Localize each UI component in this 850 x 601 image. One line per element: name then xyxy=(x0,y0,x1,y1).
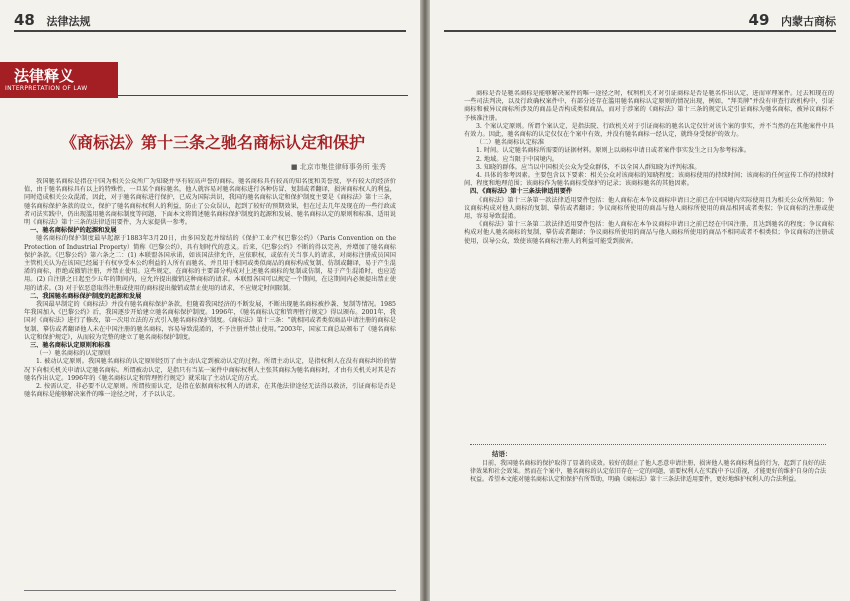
body-paragraph: 我国驰名商标是指在中国为相关公众所广为知晓并享有较高声誉的商标。驰名商标具有较高的知名度和美誉度，享有较大的经济价值，由于驰名商标具有以上的特殊性，一旦某个商标驰名，他人就容易对驰名商标进行各种仿冒、复制或者翻译，损害商标权人的利益，同时造成相关公众混淆，因此，对于驰名商标进行保护，已成为国际共识，我国的驰名商标认定和保护制度主要是《商标法》第十三条，驰名商标保护条款的设立，保护了驰名商标权利人的利益，防止了公众误认，起到了较好的预期效果，但在过去几年及现在的一些行政或者司法实践中，仍出现滥用驰名商标制度等问题，下面本文将简述驰名商标保护制度的起源和发展、驰名商标认定的原则和标准、适用说明《商标法》第十三条的法律适用要件，为大家提供一参考。 xyxy=(24,178,396,227)
page-gutter xyxy=(420,0,430,601)
body-paragraph: 1. 被动认定原则。我国驰名商标的认定原则经历了由主动认定到被动认定的过程。所谓主动认定，是指权利人在没有商标纠纷的情况下向相关机关申请认定驰名商标。所谓被动认定，是指只有当某一案件中商标权利人主张其商标为驰名商标时，才由有关机关对其是否驰名作出认定。1996年的《驰名商标认定和管理暂行规定》就采取了主动认定的方式。 xyxy=(24,358,396,382)
body-paragraph: 1. 时间。认定驰名商标所需要的证据材料。原则上以商标申请日或者案件事实发生之日为参考标准。 xyxy=(476,147,750,155)
banner-title: 法律释义 xyxy=(14,67,75,85)
left-section-title: 法律法规 xyxy=(46,15,91,28)
body-paragraph: 3. 个案认定原则。所谓个案认定，是指法院、行政机关对于引证商标的驰名认定仅针对该个案的事实，并不当然的在其他案件中具有效力。因此，驰名商标的认定仅仅在个案中有效，并没有驰名商标一经认定，就终身受保护的效力。 xyxy=(464,122,834,139)
body-paragraph: 3. 知晓的群体。应当以中国相关公众为受众群体，不以全国人群知晓为评判标准。 xyxy=(476,163,701,171)
right-page-number: 49 xyxy=(748,11,770,29)
summary-label: 结语： xyxy=(492,450,512,458)
section-heading: 二、我国驰名商标保护制度的起源和发展 xyxy=(30,292,142,300)
body-paragraph: 我国最早制定的《商标法》并没有驰名商标保护条款，但随着我国经济的不断发展，不断出现驰名商标被抄袭、复制等情况。1985年我国加入《巴黎公约》后，我国逐步开始建立驰名商标保护制度。1996年，《驰名商标认定和管理暂行规定》得以颁布。2001年，我国对《商标法》进行了修改，第一次用立法的方式引入驰名商标保护制度。《商标法》第十三条：“就相同或者类似商品申请注册的商标是复制、摹仿或者翻译他人未在中国注册的驰名商标，容易导致混淆的，不予注册并禁止使用。”2003年，国家工商总局颁布了《驰名商标认定和保护规定》，从而较为完整的建立了驰名商标保护制度。 xyxy=(24,301,396,341)
section-heading: 一、驰名商标保护的起源和发展 xyxy=(30,227,117,235)
body-paragraph: 4. 具体的参考因素。主要包含以下要素：相关公众对该商标的知晓程度；该商标使用的持续时间；该商标的任何宣传工作的持续时间、程度和地理范围；该商标作为驰名商标受保护的记录；该商标驰名的其他因素。 xyxy=(464,172,834,188)
article-title: 《商标法》第十三条之驰名商标认定和保护 xyxy=(60,133,365,152)
body-paragraph: （一）驰名商标的认定原则 xyxy=(36,350,111,358)
section-banner xyxy=(0,62,118,98)
banner-subtitle: INTERPRETATION OF LAW xyxy=(5,85,88,92)
body-paragraph: 商标是否是驰名商标是能够解决案件的唯一途径之时，权利机关才对引证商标是否是驰名作出认定，进而审理案件。过去和现在的一些司法判决，以及行政确权案件中，有部分还存在滥用驰名商标认定原则的情况出现，例如，“拜美牌”并没有审查行政机构中，引证商标和被异议商标所涉及的商品是否构成类似商品，而对于涉案的《商标法》第十三条的规定认定引证商标为驰名商标，被异议商标不予核准注册。 xyxy=(464,90,834,122)
body-paragraph: 驰名商标的保护制度最早起源于1883年3月20日，由多国发起并缔结的《保护工业产权巴黎公约》（Paris Convention on the Protection of Industrial Property）简称《巴黎公约》，具有划时代的意义。后来，《巴黎公约》不断的得以完善，并增加了驰名商标保护条款。《巴黎公约》第六条之二：(1) 本联盟各国承诺，如该国法律允许，应依职权，或依有关当事人的请求，对商标注册成员国国主管机关认为在该国已经属于有权享受本公约利益的人所有而驰名、并且用于相同或类似商品的商标构成复制、仿制或翻译，易于产生混淆的商标，拒绝或撤销注册，并禁止使用。这些规定，在商标的主要部分构成对上述驰名商标的复制或仿制，易于产生混淆时，也应适用。(2) 自注册之日起至少五年的期间内，应允许提出撤销这种商标的请求。本联盟各国可以规定一个期间，在这期间内必须提出禁止使用的请求。(3) 对于依恶意取得注册或使用的商标提出撤销或禁止使用的请求，不应规定时间限制。 xyxy=(24,235,396,292)
right-section-title: 内蒙古商标 xyxy=(781,15,836,28)
section-heading: 三、驰名商标认定原则和标准 xyxy=(30,342,111,350)
body-paragraph: 2. 按需认定，非必要不认定原则。所谓按需认定，是指在依据商标权利人的请求，在其他法律途径无法得以救济，引证商标是否是驰名商标是能够解决案件的唯一途径之时，才予以认定。 xyxy=(24,383,396,399)
right-page xyxy=(430,0,850,601)
left-footer-rule xyxy=(24,590,396,591)
right-page-header xyxy=(749,10,836,29)
right-header-rule xyxy=(444,30,836,32)
body-paragraph: （二）驰名商标认定标准 xyxy=(476,139,545,147)
left-page-number: 48 xyxy=(14,11,35,29)
summary-text: 目前，我国驰名商标的保护取得了显著的成效。较好的制止了他人恶意申请注册，损害他人驰名商标利益的行为，起到了良好的法律效果和社会效果。然而在个案中，驰名商标的认定依旧存在一定的问题，需要权利人在实践中予以重视，才能更好的维护自身的合法权益。希望本文能对驰名商标认定和保护有所帮助，明确《商标法》第十三条法律适用要件，更好地维护权利人的合法利益。 xyxy=(470,460,826,483)
body-paragraph: 《商标法》第十三条第二款法律适用要件包括：他人商标在本争议商标申请日之前已经在中国注册，且达到驰名的程度；争议商标构成对他人驰名商标的复制、摹仿或者翻译；争议商标所使用的商品与他人商标所使用的商品不相同或者不相类似；争议商标的注册或使用，误导公众，致使该驰名商标注册人的利益可能受到损害。 xyxy=(464,221,834,245)
summary-box xyxy=(470,444,826,580)
article-author: ■ 北京市集佳律师事务所 张秀 xyxy=(290,163,386,171)
body-paragraph: 2. 地域。应当限于中国境内。 xyxy=(476,155,559,163)
right-body-text xyxy=(464,90,834,435)
left-page-header xyxy=(14,10,90,29)
left-page xyxy=(0,0,420,601)
left-header-rule xyxy=(14,30,406,32)
section-heading: 四、《商标法》第十三条法律适用要件 xyxy=(470,188,573,196)
banner-rule xyxy=(118,95,408,96)
body-paragraph: 《商标法》第十三条第一款法律适用要件包括：他人商标在本争议商标申请日之前已在中国境内实际使用且为相关公众所熟知；争议商标构成对他人商标的复制、摹仿或者翻译；争议商标所使用的商品与他人商标所使用的商品相同或者类似；争议商标的注册或使用，容易导致混淆。 xyxy=(464,196,834,221)
left-body-text xyxy=(24,178,396,588)
